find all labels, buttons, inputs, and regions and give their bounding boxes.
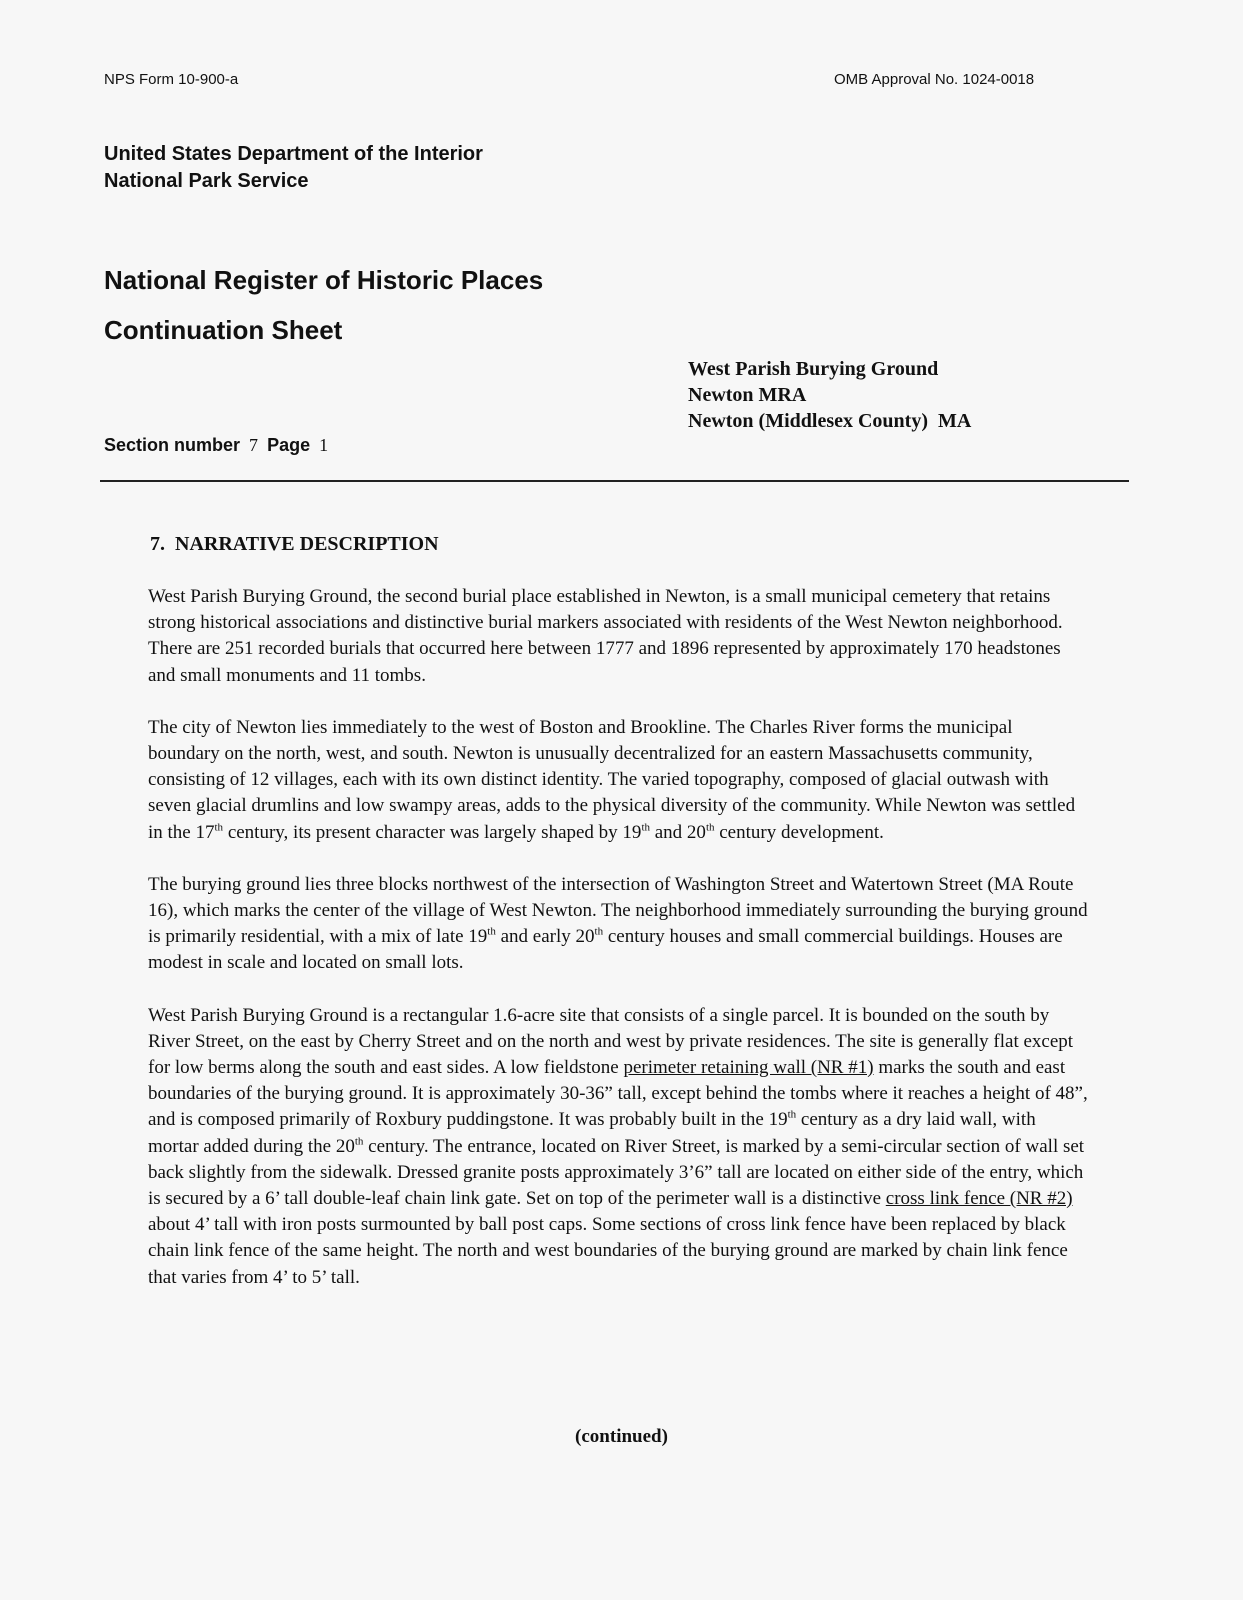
property-mra: Newton MRA	[688, 384, 807, 406]
ordinal-sup: th	[705, 821, 715, 834]
p2-text-d: century development.	[714, 821, 884, 843]
p4-text-a: West Parish Burying Ground is a rectangular 1.6-acre site that consists of a single parcel. It is bounded on the south by River Street, on the east by Cherry Street and on the north and west by private residences. The site is generally flat except for low berms along the south and east sides. A low fieldstone	[148, 1004, 1074, 1079]
divider-rule	[100, 480, 1129, 482]
paragraph-1-text: West Parish Burying Ground, the second burial place established in Newton, is a small municipal cemetery that retains strong historical associations and distinctive burial markers associated with residents of the West Newton neighborhood. There are 251 recorded burials that occurred here between 1777 and 1896 represented by approximately 170 headstones and small monuments and 11 tombs.	[148, 586, 1063, 686]
paragraph-3	[148, 872, 1088, 977]
ordinal-sup: th	[787, 1109, 797, 1122]
p2-text-b: century, its present character was largely shaped by 19	[223, 821, 642, 843]
p4-text-e: about 4’ tall with iron posts surmounted by ball post caps. Some sections of cross link fence have been replaced by black chain link fence of the same height. The north and west boundaries of the burying ground are marked by chain link fence that varies from 4’ to 5’ tall.	[148, 1214, 1068, 1288]
p4-text-c: century as a dry laid wall, with mortar added during the 20	[148, 1109, 1036, 1157]
ordinal-sup: th	[487, 925, 496, 938]
property-block	[688, 356, 971, 434]
page-number: 1	[319, 435, 329, 455]
omb-approval: OMB Approval No. 1024-0018	[834, 71, 1035, 88]
narrative-body	[148, 584, 1088, 1317]
ordinal-sup: th	[641, 821, 650, 834]
p3-text-a: The burying ground lies three blocks northwest of the intersection of Washington Street and Watertown Street (MA Route 16), which marks the center of the village of West Newton. The neighborhood immediately surrounding the burying ground is primarily residential, with a mix of late 19	[148, 873, 1088, 948]
form-id: NPS Form 10-900-a	[104, 71, 239, 88]
ordinal-sup: th	[594, 925, 604, 938]
p3-text-b: and early 20	[495, 926, 595, 948]
nr1-reference: perimeter retaining wall (NR #1)	[623, 1057, 874, 1079]
section-number-label: Section number	[104, 435, 241, 455]
register-title: National Register of Historic Places	[104, 265, 544, 295]
ordinal-sup: th	[354, 1135, 364, 1148]
p3-text-c: century houses and small commercial buildings. Houses are modest in scale and located on small lots.	[148, 926, 1063, 974]
nr2-reference: cross link fence (NR #2)	[885, 1188, 1073, 1210]
department-name: United States Department of the Interior	[104, 143, 483, 165]
section-number: 7	[249, 435, 259, 455]
paragraph-1	[148, 584, 1088, 689]
page-label: Page	[267, 435, 311, 455]
agency-block	[104, 141, 483, 195]
p4-text-b: marks the south and east boundaries of the burying ground. It is approximately 30-36” tall, except behind the tombs where it reaches a height of 48”, and is composed primarily of Roxbury puddingstone. It was probably built in the 19	[148, 1057, 1088, 1131]
continued-label: (continued)	[575, 1426, 668, 1447]
ordinal-sup: th	[214, 821, 224, 834]
section-line	[104, 435, 332, 456]
sheet-title: Continuation Sheet	[104, 315, 343, 345]
p2-text-c: and 20	[650, 821, 706, 843]
paragraph-4	[148, 1003, 1088, 1291]
service-name: National Park Service	[104, 170, 309, 192]
property-name: West Parish Burying Ground	[688, 358, 939, 380]
property-location: Newton (Middlesex County) MA	[688, 410, 972, 432]
p4-text-d: century. The entrance, located on River Street, is marked by a semi-circular section of wall set back slightly from the sidewalk. Dressed granite posts approximately 3’6” tall are located on either side of the entry, which is secured by a 6’ tall double-leaf chain link gate. Set on top of the perimeter wall is a distinctive	[148, 1135, 1085, 1210]
register-title-block	[104, 255, 543, 355]
paragraph-2	[148, 715, 1088, 846]
narrative-heading: 7. NARRATIVE DESCRIPTION	[150, 533, 439, 555]
p2-text-a: The city of Newton lies immediately to the west of Boston and Brookline. The Charles River forms the municipal boundary on the north, west, and south. Newton is unusually decentralized for an eastern Massachusetts community, consisting of 12 villages, each with its own distinct identity. The varied topography, composed of glacial outwash with seven glacial drumlins and low swampy areas, adds to the physical diversity of the community. While Newton was settled in the 17	[148, 716, 1076, 843]
